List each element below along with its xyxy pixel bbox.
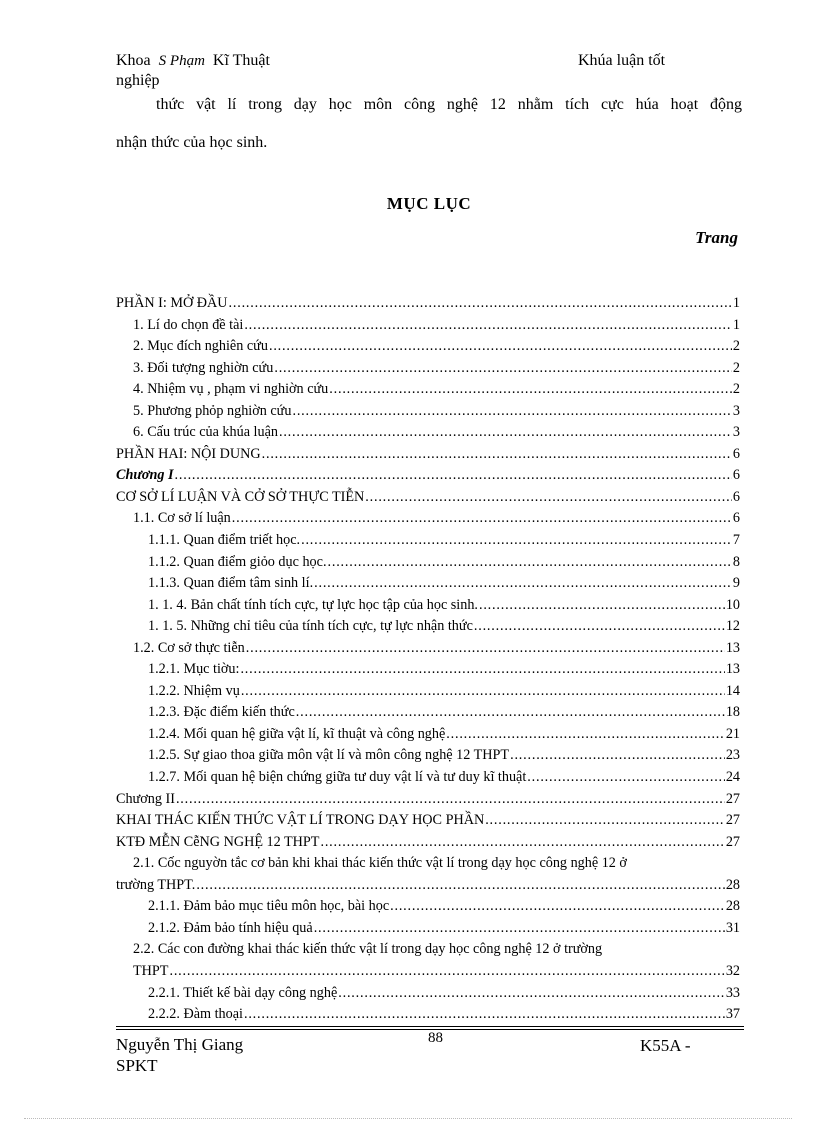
footer-dept: SPKT bbox=[116, 1056, 158, 1075]
toc-entry-page: 37 bbox=[725, 1006, 740, 1023]
toc-leader-dots bbox=[229, 293, 732, 315]
toc-leader-dots bbox=[176, 789, 725, 811]
toc-entry-page: 2 bbox=[732, 359, 740, 376]
toc-leader-dots bbox=[241, 681, 725, 703]
toc-entry-page: 1 bbox=[732, 316, 740, 333]
toc-entry-title: 2.1.1. Đảm bảo mục tiêu môn học, bài học bbox=[148, 898, 390, 915]
page-title: MỤC LỤC bbox=[386, 194, 472, 213]
toc-entry-page: 9 bbox=[732, 575, 740, 592]
footer-page-number: 88 bbox=[428, 1030, 443, 1046]
toc-leader-dots bbox=[301, 530, 732, 552]
toc-entry-title: 2. Mục đích nghiên cứu bbox=[133, 338, 268, 355]
toc-entry-title: 1.2. Cơ sở thực tiễn bbox=[133, 639, 245, 656]
toc-leader-dots bbox=[274, 358, 732, 380]
toc-entry-page: 2 bbox=[732, 338, 740, 355]
toc-leader-dots bbox=[474, 616, 725, 638]
header-faculty-script: S Phạm bbox=[158, 53, 205, 69]
toc-entry bbox=[116, 401, 740, 423]
toc-leader-dots bbox=[328, 552, 732, 574]
toc-leader-dots bbox=[169, 961, 724, 983]
toc-entry bbox=[116, 896, 740, 918]
toc-entry-page: 28 bbox=[725, 876, 740, 893]
toc-leader-dots bbox=[292, 401, 731, 423]
toc-entry-page: 6 bbox=[732, 510, 740, 527]
toc-entry bbox=[116, 681, 740, 703]
toc-leader-dots bbox=[246, 638, 725, 660]
toc-entry-title: trường THPT. bbox=[116, 876, 196, 893]
toc-entry-title: 1.2.1. Mục tiờu: bbox=[148, 661, 240, 678]
table-of-contents bbox=[116, 293, 740, 1026]
toc-entry bbox=[116, 595, 740, 617]
toc-entry-page: 24 bbox=[725, 769, 740, 786]
toc-entry-page: 27 bbox=[725, 833, 740, 850]
toc-leader-dots bbox=[329, 379, 732, 401]
toc-entry-title: KTĐ MỄN CễNG NGHỆ 12 THPT bbox=[116, 833, 320, 850]
toc-leader-dots bbox=[262, 444, 732, 466]
intro-line-2: nhận thức của học sinh. bbox=[116, 134, 268, 151]
toc-entry-title: 1.1.3. Quan điểm tâm sinh lí. bbox=[148, 575, 314, 592]
footer-class: K55A - bbox=[640, 1036, 691, 1055]
toc-leader-dots bbox=[320, 832, 724, 854]
toc-entry-title: 1.2.5. Sự giao thoa giữa môn vật lí và môn công nghệ 12 THPT bbox=[148, 747, 510, 764]
toc-entry-page: 6 bbox=[732, 488, 740, 505]
footer-author: Nguyễn Thị Giang bbox=[116, 1035, 244, 1054]
toc-leader-dots bbox=[365, 487, 732, 509]
toc-entry bbox=[116, 573, 740, 595]
toc-leader-dots bbox=[485, 810, 725, 832]
toc-entry bbox=[116, 379, 740, 401]
toc-entry-title: 2.1. Cốc nguyờn tắc cơ bản khi khai thác kiến thức vật lí trong dạy học công nghệ 12 ở bbox=[133, 855, 627, 872]
toc-leader-dots bbox=[232, 508, 732, 530]
toc-entry-page: 18 bbox=[725, 704, 740, 721]
toc-entry-title: 2.2.1. Thiết kế bài dạy công nghệ bbox=[148, 984, 338, 1001]
toc-entry bbox=[116, 638, 740, 660]
toc-entry-title: 6. Cấu trúc của khúa luận bbox=[133, 424, 278, 441]
toc-leader-dots bbox=[279, 422, 732, 444]
toc-leader-dots bbox=[244, 1004, 725, 1026]
toc-entry bbox=[116, 616, 740, 638]
toc-entry-page: 27 bbox=[725, 790, 740, 807]
page-edge bbox=[24, 1118, 792, 1119]
header-faculty-line2: nghiệp bbox=[116, 72, 160, 89]
toc-entry bbox=[116, 422, 740, 444]
toc-entry bbox=[116, 487, 740, 509]
toc-entry bbox=[116, 336, 740, 358]
toc-entry-page: 12 bbox=[725, 618, 740, 635]
toc-entry-page: 23 bbox=[725, 747, 740, 764]
toc-entry-page: 33 bbox=[725, 984, 740, 1001]
toc-entry-title: 1.2.7. Mối quan hệ biện chứng giữa tư duy vật lí và tư duy kĩ thuật bbox=[148, 769, 527, 786]
toc-entry-title: PHẦN I: MỞ ĐẦU bbox=[116, 295, 228, 311]
toc-entry-title: Chương II bbox=[116, 790, 175, 807]
toc-entry-title: 1. Lí do chọn đề tài bbox=[133, 316, 244, 333]
toc-entry bbox=[116, 789, 740, 811]
toc-leader-dots bbox=[527, 767, 725, 789]
toc-entry-title: 5. Phương phỏp nghiờn cứu bbox=[133, 402, 292, 419]
header-thesis: Khúa luận tốt bbox=[578, 52, 666, 69]
toc-entry-title: PHẦN HAI: NỘI DUNG bbox=[116, 445, 261, 462]
toc-entry-page: 32 bbox=[725, 962, 740, 979]
toc-entry-title: CƠ SỞ LÍ LUẬN VÀ CỞ SỞ THỰC TIỄN bbox=[116, 488, 365, 505]
toc-entry bbox=[116, 832, 740, 854]
toc-entry-page: 6 bbox=[732, 467, 740, 484]
toc-leader-dots bbox=[446, 724, 725, 746]
toc-entry bbox=[116, 444, 740, 466]
intro-paragraph bbox=[116, 86, 742, 162]
toc-entry-page: 2 bbox=[732, 381, 740, 398]
toc-entry-page: 28 bbox=[725, 898, 740, 915]
toc-entry-page: 21 bbox=[725, 725, 740, 742]
toc-entry bbox=[116, 702, 740, 724]
toc-entry bbox=[116, 918, 740, 940]
toc-entry bbox=[116, 659, 740, 681]
toc-entry bbox=[116, 552, 740, 574]
toc-entry-page: 3 bbox=[732, 424, 740, 441]
toc-entry bbox=[116, 530, 740, 552]
toc-entry bbox=[116, 358, 740, 380]
toc-entry-page: 31 bbox=[725, 919, 740, 936]
toc-entry-title: 1. 1. 4. Bản chất tính tích cực, tự lực học tập của học sinh. bbox=[148, 596, 478, 613]
toc-entry-title: 1. 1. 5. Những chỉ tiêu của tính tích cực, tự lực nhận thức bbox=[148, 618, 473, 635]
toc-entry bbox=[116, 983, 740, 1005]
toc-entry-page: 7 bbox=[732, 532, 740, 549]
toc-entry bbox=[116, 1004, 740, 1026]
toc-leader-dots bbox=[240, 659, 724, 681]
toc-leader-dots bbox=[510, 745, 725, 767]
toc-leader-dots bbox=[269, 336, 732, 358]
toc-entry-title: 2.1.2. Đảm bảo tính hiệu quả bbox=[148, 919, 313, 936]
header-faculty bbox=[116, 52, 270, 70]
toc-leader-dots bbox=[196, 875, 725, 897]
toc-entry bbox=[116, 465, 740, 487]
header-faculty-a: Khoa bbox=[116, 52, 151, 69]
toc-entry-page: 13 bbox=[725, 661, 740, 678]
toc-entry-title: KHAI THÁC KIẾN THỨC VẬT LÍ TRONG DẠY HỌC PHẦN bbox=[116, 812, 485, 829]
toc-leader-dots bbox=[314, 573, 732, 595]
toc-entry-page: 14 bbox=[725, 682, 740, 699]
intro-line-1: thức vật lí trong dạy học môn công nghệ 12 nhằm tích cực húa hoạt động bbox=[156, 96, 742, 113]
toc-entry bbox=[116, 939, 740, 961]
toc-entry bbox=[116, 810, 740, 832]
toc-leader-dots bbox=[338, 983, 725, 1005]
toc-entry-title: 3. Đối tượng nghiờn cứu bbox=[133, 359, 274, 376]
toc-leader-dots bbox=[175, 465, 732, 487]
toc-entry-title: 1.2.4. Mối quan hệ giữa vật lí, kĩ thuật và công nghệ bbox=[148, 725, 446, 742]
toc-entry-title: 1.1. Cơ sở lí luận bbox=[133, 510, 231, 527]
toc-entry bbox=[116, 767, 740, 789]
footer-divider bbox=[116, 1026, 744, 1027]
toc-entry-title: 1.2.3. Đặc điểm kiến thức bbox=[148, 704, 295, 721]
toc-entry bbox=[116, 293, 740, 315]
toc-entry-page: 3 bbox=[732, 402, 740, 419]
toc-leader-dots bbox=[244, 315, 732, 337]
toc-entry-title: Chương I bbox=[116, 467, 174, 484]
toc-entry bbox=[116, 745, 740, 767]
toc-leader-dots bbox=[390, 896, 725, 918]
header-faculty-b: Kĩ Thuật bbox=[212, 52, 270, 69]
toc-leader-dots bbox=[314, 918, 725, 940]
toc-entry-page: 13 bbox=[725, 639, 740, 656]
toc-entry bbox=[116, 724, 740, 746]
toc-entry-title: 4. Nhiệm vụ , phạm vi nghiờn cứu bbox=[133, 381, 329, 398]
toc-entry-title: 1.2.2. Nhiệm vụ bbox=[148, 682, 240, 699]
toc-entry-title: 1.1.2. Quan điểm giỏo dục học. bbox=[148, 553, 327, 570]
toc-leader-dots bbox=[479, 595, 725, 617]
toc-entry bbox=[116, 315, 740, 337]
toc-entry bbox=[116, 961, 740, 983]
page-column-label: Trang bbox=[695, 228, 738, 247]
toc-entry bbox=[116, 875, 740, 897]
toc-entry-title: 1.1.1. Quan điểm triết học. bbox=[148, 532, 301, 549]
toc-entry-title: 2.2. Các con đường khai thác kiến thức vật lí trong dạy học công nghệ 12 ở trường bbox=[133, 941, 603, 958]
toc-entry bbox=[116, 508, 740, 530]
toc-entry-page: 8 bbox=[732, 553, 740, 570]
toc-entry-page: 10 bbox=[725, 596, 740, 613]
toc-leader-dots bbox=[296, 702, 725, 724]
toc-entry bbox=[116, 853, 740, 875]
toc-entry-page: 27 bbox=[725, 812, 740, 829]
toc-entry-page: 6 bbox=[732, 445, 740, 462]
toc-entry-page: 1 bbox=[732, 295, 740, 311]
toc-entry-title: THPT bbox=[133, 962, 169, 979]
toc-entry-title: 2.2.2. Đàm thoại bbox=[148, 1006, 243, 1023]
